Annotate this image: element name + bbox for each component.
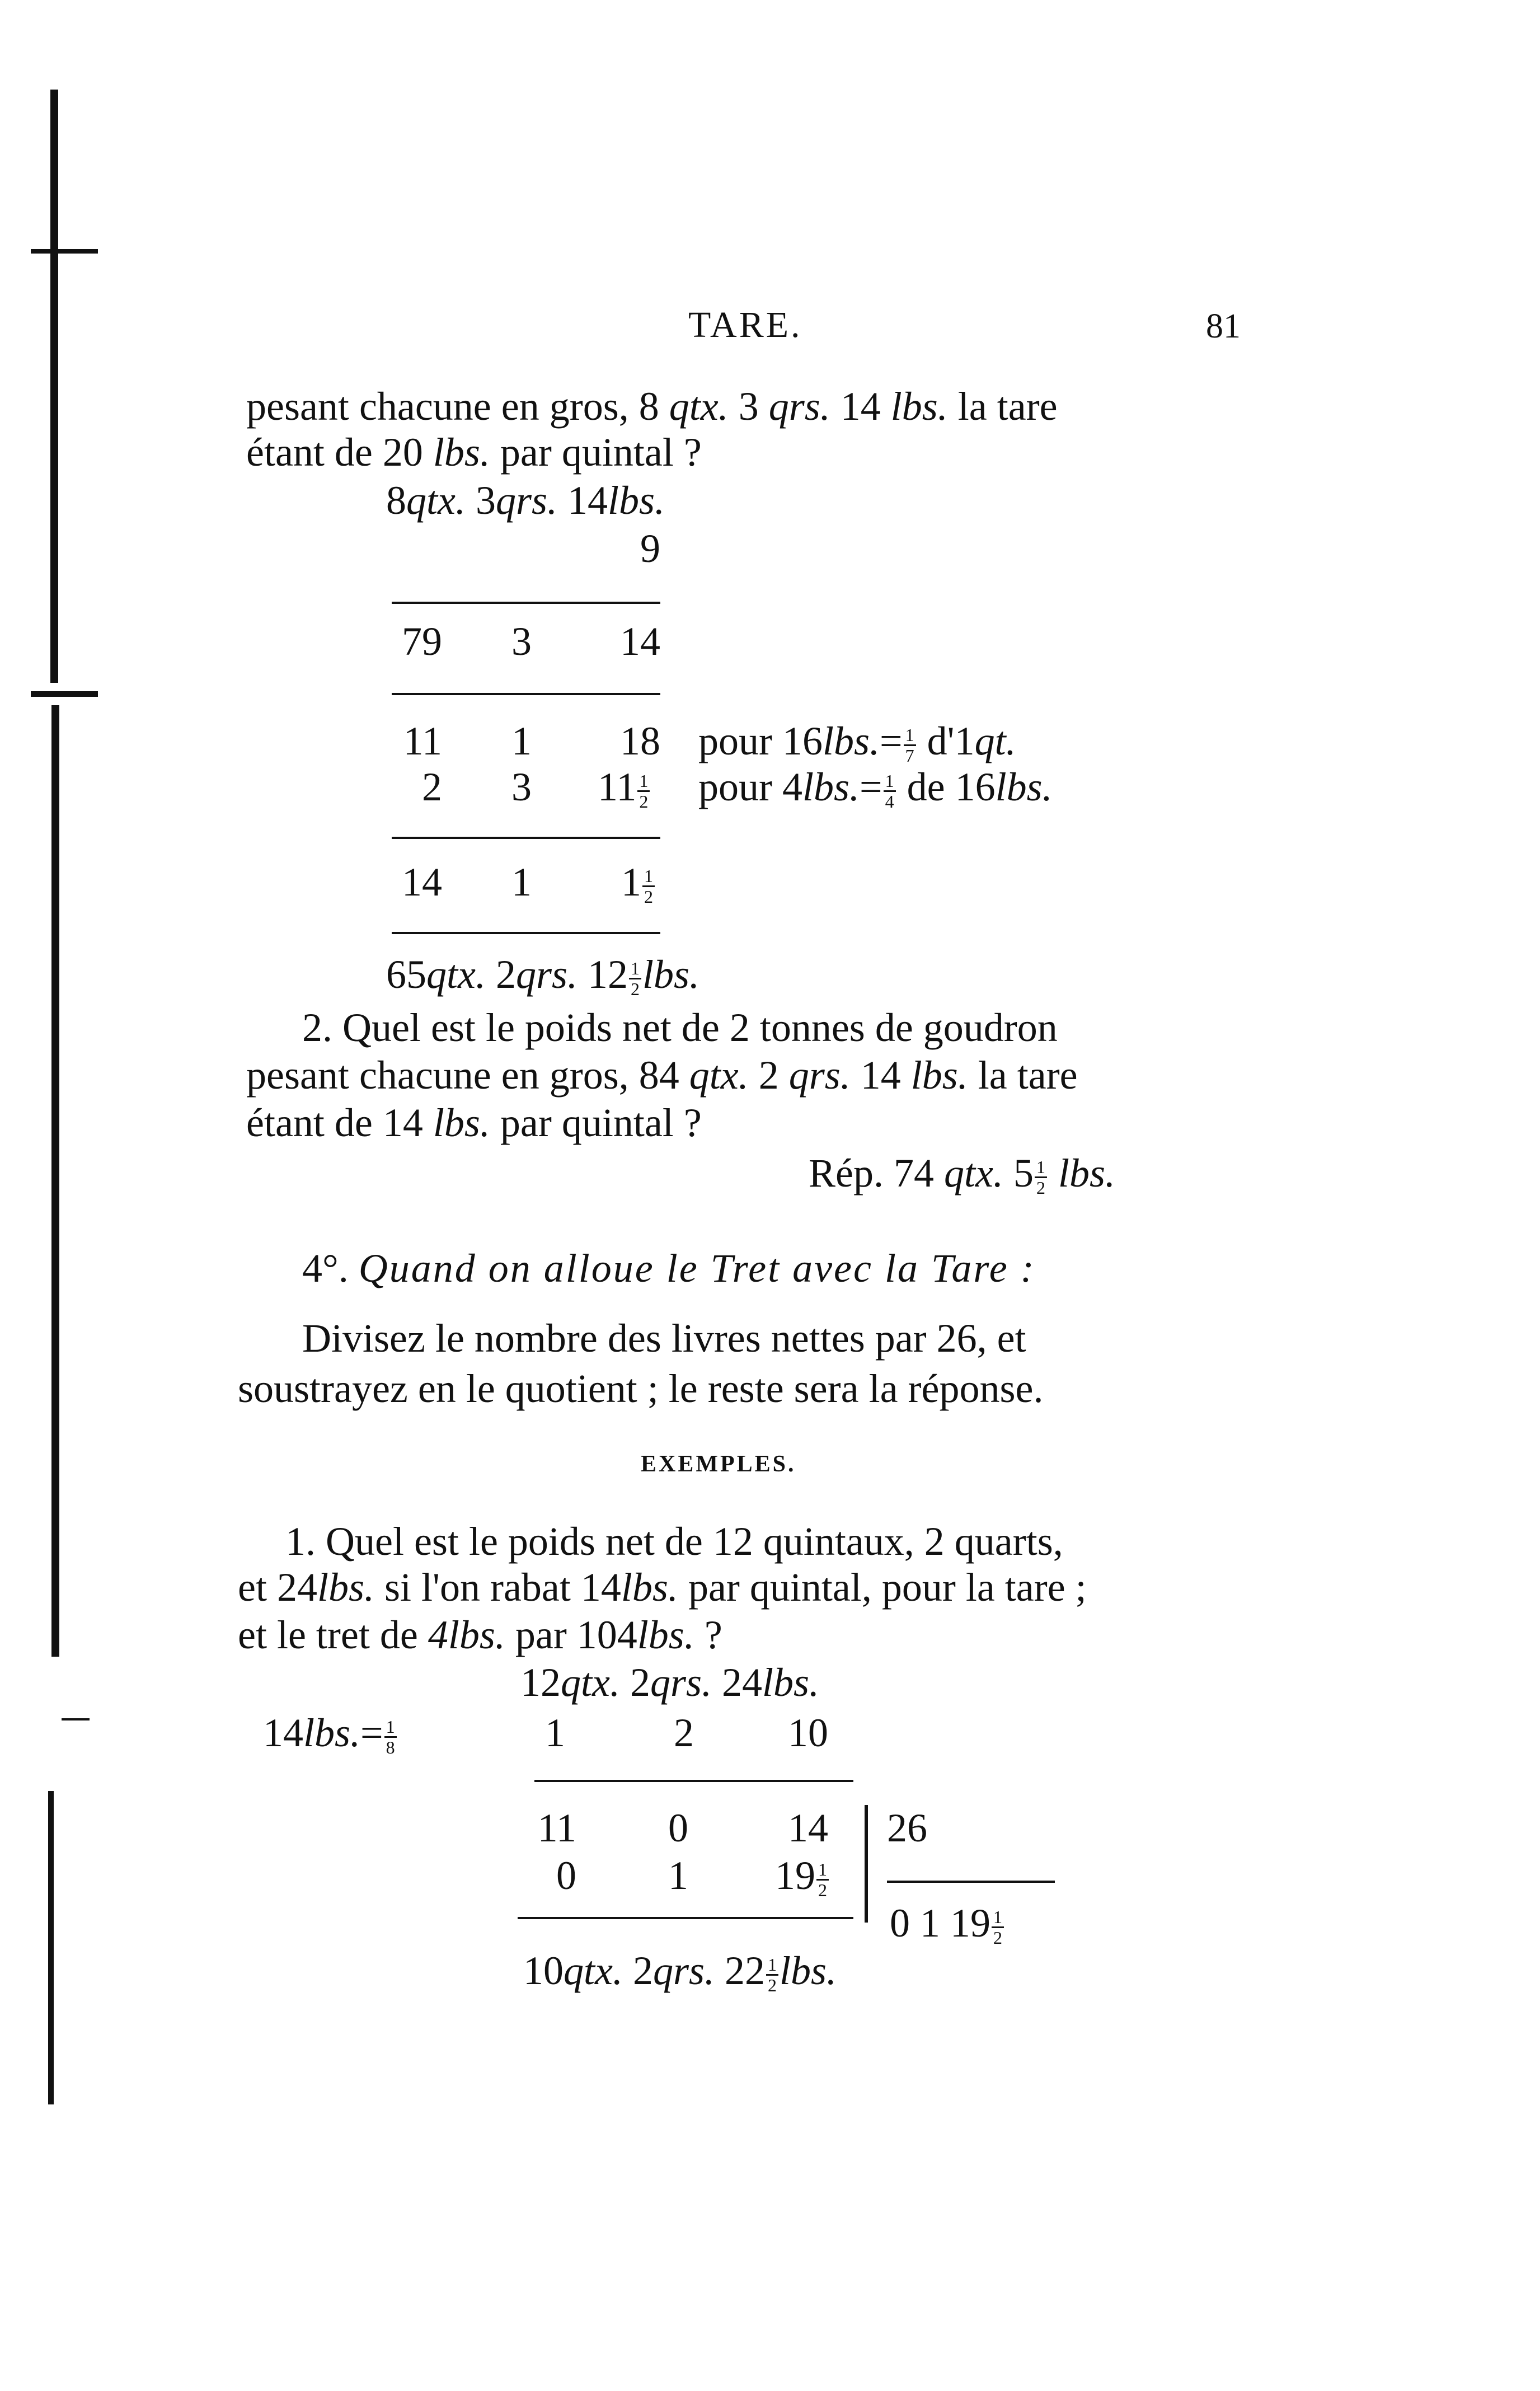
calc-divisor: 26 [887,1806,927,1850]
paragraph-line: étant de 20 lbs. par quintal ? [246,430,702,475]
calc-cell: 2 [674,1710,694,1755]
calc-side-label: 14lbs.= $\frac{1}{8}$ [263,1713,398,1756]
fraction: $\frac{1}{2}$ [642,867,655,906]
calc-top-line: 8qtx. 3qrs. 14lbs. [386,478,665,523]
calc-cell: 14 [402,860,442,904]
paragraph-line: étant de 14 lbs. par quintal ? [246,1100,702,1145]
calc-cell: 14 [620,619,660,664]
calc-cell: 19 $\frac{1}{2}$ [775,1855,830,1899]
calc-cell: 3 [511,619,532,664]
calc-cell: 79 [402,619,442,664]
calc-multiplier: 9 [640,526,660,571]
calc-result: 10qtx. 2qrs. 22 $\frac{1}{2}$ lbs. [523,1948,837,1995]
calc-quotient: 0 1 19 $\frac{1}{2}$ [890,1903,1005,1947]
calc-result: 65qtx. 2qrs. 12 $\frac{1}{2}$ lbs. [386,952,700,999]
paragraph-line: pesant chacune en gros, 84 qtx. 2 qrs. 14 lbs. la tare [246,1053,1078,1098]
calc-top-line: 12qtx. 2qrs. 24lbs. [520,1660,820,1705]
rule-text-line: Divisez le nombre des livres nettes par 26, et [302,1316,1026,1361]
section-heading: 4°. Quand on alloue le Tret avec la Tare : [302,1246,1036,1291]
calc-note: pour 16lbs.= $\frac{1}{7}$ d'1qt. [698,719,1016,766]
calc-cell: 11 [403,719,442,763]
binding-edge-tick [31,691,98,697]
page-number: 81 [1206,307,1241,345]
calc-cell: 2 [422,765,442,809]
calc-rule [392,693,660,695]
example-line: 1. Quel est le poids net de 12 quintaux, 2 quarts, [285,1519,1063,1564]
fraction: $\frac{1}{2}$ [992,1908,1004,1947]
example-line: et le tret de 4lbs. par 104lbs. ? [238,1612,722,1657]
calc-rule [534,1780,853,1782]
calc-rule [392,837,660,839]
fraction: $\frac{1}{2}$ [1035,1158,1047,1197]
calc-cell: 18 [620,719,660,763]
calc-cell: 14 [788,1806,828,1850]
calc-cell: 1 $\frac{1}{2}$ [621,862,656,906]
fraction: $\frac{1}{7}$ [904,726,916,765]
binding-edge-mark [48,1791,54,2104]
calc-cell: 0 [668,1806,688,1850]
calc-cell: 0 [556,1853,576,1898]
calc-rule [887,1881,1055,1883]
calc-rule [392,932,660,934]
fraction: $\frac{1}{2}$ [629,959,641,998]
binding-edge-mark [51,705,59,1657]
calc-cell: 3 [511,765,532,809]
calc-cell: 1 [511,719,532,763]
fraction: $\frac{1}{2}$ [637,772,650,810]
binding-edge-mark [50,90,58,683]
calc-rule [518,1917,853,1919]
binding-edge-tick [31,249,98,254]
calc-cell: 1 [545,1710,565,1755]
fraction: $\frac{1}{4}$ [884,772,896,810]
calc-cell: 11 $\frac{1}{2}$ [598,767,651,810]
examples-heading: EXEMPLES. [641,1451,796,1477]
calc-note: pour 4lbs.= $\frac{1}{4}$ de 16lbs. [698,765,1053,812]
calc-rule [392,602,660,604]
paragraph-line: 2. Quel est le poids net de 2 tonnes de goudron [302,1005,1058,1050]
calc-cell: 10 [788,1710,828,1755]
calc-cell: 11 [537,1806,576,1850]
running-title: TARE. [688,304,802,345]
answer-line: Rép. 74 qtx. 5 $\frac{1}{2}$ lbs. [809,1151,1115,1198]
paragraph-line: pesant chacune en gros, 8 qtx. 3 qrs. 14 lbs. la tare [246,384,1058,429]
calc-cell: 1 [511,860,532,904]
fraction: $\frac{1}{2}$ [766,1956,778,1994]
fraction: $\frac{1}{2}$ [816,1860,829,1899]
fraction: $\frac{1}{8}$ [384,1718,397,1756]
calc-cell: 1 [668,1853,688,1898]
rule-text-line: soustrayez en le quotient ; le reste sera la réponse. [238,1366,1044,1411]
example-line: et 24lbs. si l'on rabat 14lbs. par quintal, pour la tare ; [238,1565,1087,1610]
binding-edge-tick [62,1718,90,1720]
division-bracket [865,1805,868,1923]
